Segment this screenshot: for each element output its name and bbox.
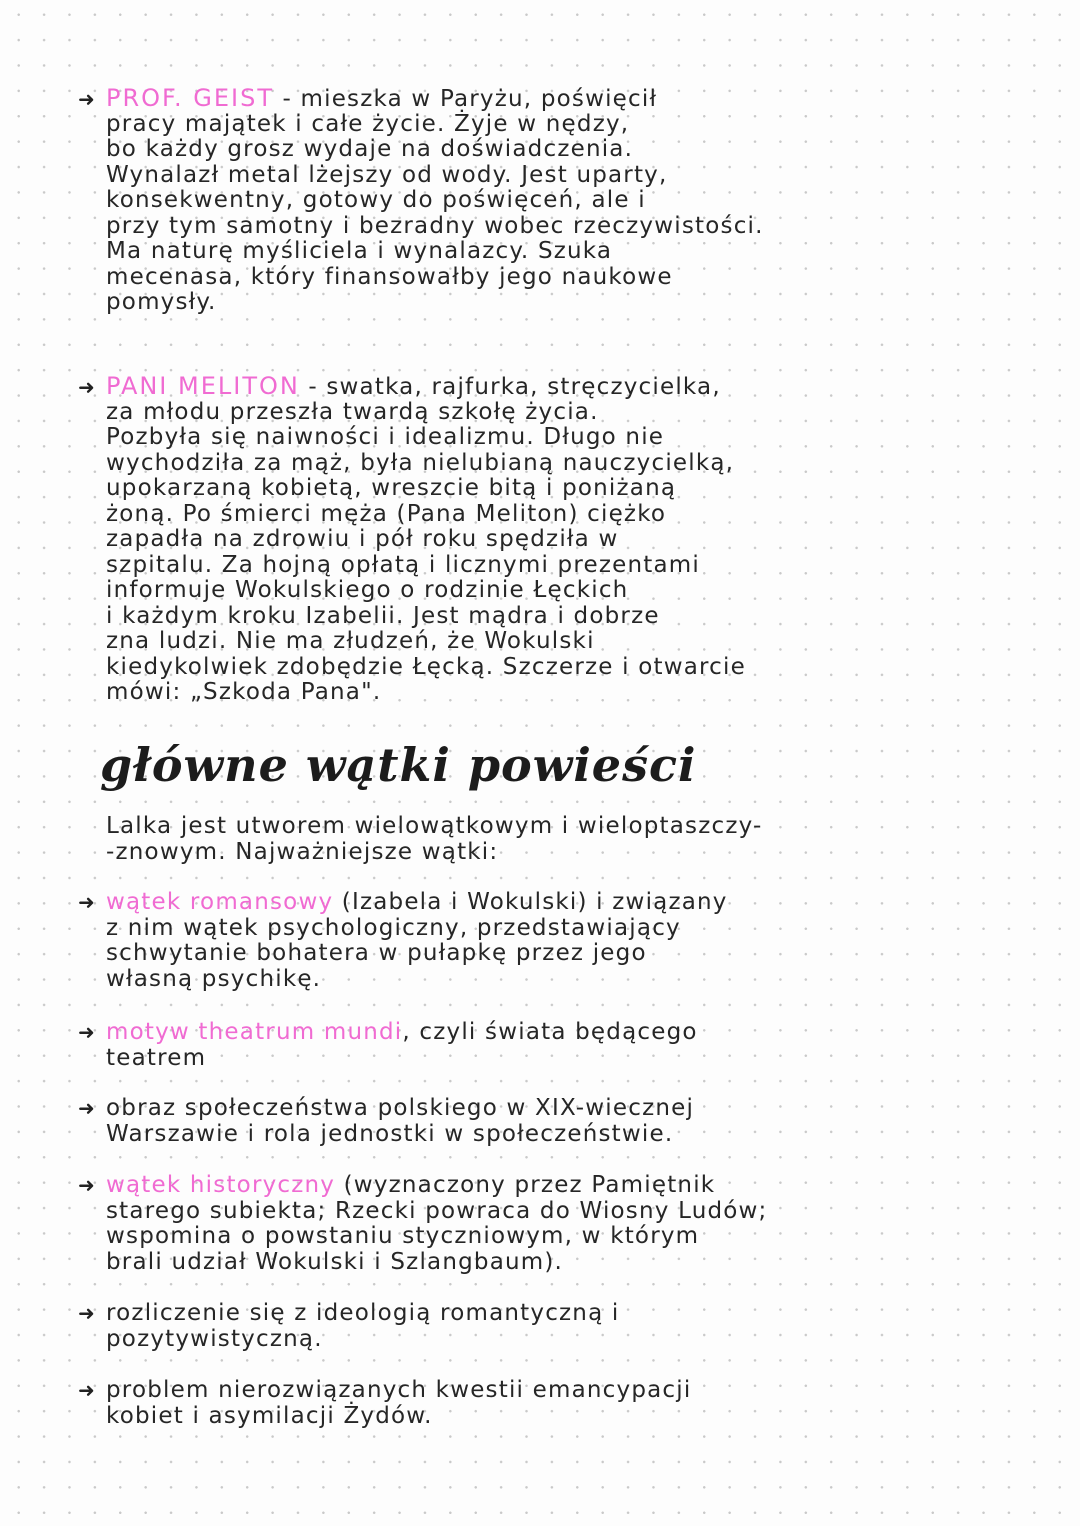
- list-item-line: ➜ obraz społeczeństwa polskiego w XIX-wiecznej: [78, 1095, 695, 1121]
- arrow-right-icon: ➜: [78, 890, 96, 914]
- list-item-line: ➜ problem nierozwiązanych kwestii emancypacji: [78, 1377, 692, 1403]
- meliton-line-12: mówi: „Szkoda Pana".: [106, 679, 382, 705]
- list-item-line: z nim wątek psychologiczny, przedstawiający: [106, 914, 681, 941]
- arrow-right-icon: ➜: [78, 87, 96, 111]
- meliton-line-2: Pozbyła się naiwności i idealizmu. Długo nie: [106, 424, 665, 450]
- list-item-line: ➜ wątek romansowy (Izabela i Wokulski) i związany: [78, 889, 728, 915]
- geist-line-2: bo każdy grosz wydaje na doświadczenia.: [106, 136, 634, 162]
- geist-line-8: pomysły.: [106, 289, 217, 315]
- intro-paragraph: [78, 814, 988, 865]
- arrow-right-icon: ➜: [78, 1173, 96, 1197]
- geist-line-1: pracy majątek i całe życie. Żyje w nędzy,: [106, 110, 630, 137]
- list-item-line: starego subiekta; Rzecki powraca do Wiosny Ludów;: [106, 1197, 768, 1224]
- meliton-line-1: za młodu przeszła twardą szkołę życia.: [106, 398, 599, 425]
- list-item-line: brali udział Wokulski i Szlangbaum).: [106, 1248, 564, 1275]
- list-item-line: ➜ motyw theatrum mundi, czyli świata będącego: [78, 1019, 698, 1045]
- character-geist: [78, 86, 988, 316]
- list-item-line: wspomina o powstaniu styczniowym, w którym: [106, 1223, 700, 1249]
- section-heading: główne wątki powieści: [100, 738, 697, 792]
- list-item-line: kobiet i asymilacji Żydów.: [106, 1402, 433, 1429]
- meliton-line-6: zapadła na zdrowiu i pół roku spędziła w: [106, 526, 619, 552]
- list-item-line: Warszawie i rola jednostki w społeczeństwie.: [106, 1120, 674, 1147]
- highlight-text: motyw theatrum mundi: [106, 1019, 403, 1045]
- character-name: PANI MELITON: [106, 372, 300, 400]
- geist-line-5: przy tym samotny i bezradny wobec rzeczywistości.: [106, 212, 764, 239]
- meliton-line-7: szpitalu. Za hojną opłatą i licznymi prezentami: [106, 551, 700, 578]
- plot-item-ideology: [78, 1301, 988, 1352]
- character-meliton: [78, 374, 988, 706]
- plot-item-history: [78, 1173, 988, 1275]
- plot-item-emancipation: [78, 1378, 988, 1429]
- meliton-line-5: żoną. Po śmierci męża (Pana Meliton) ciężko: [106, 500, 667, 527]
- list-item-line: pozytywistyczną.: [106, 1325, 323, 1352]
- geist-line-7: mecenasa, który finansowałby jego naukowe: [106, 263, 673, 290]
- list-item-line: teatrem: [106, 1044, 207, 1071]
- geist-line-6: Ma naturę myśliciela i wynalazcy. Szuka: [106, 238, 613, 264]
- geist-line-4: konsekwentny, gotowy do poświęceń, ale i: [106, 187, 646, 213]
- highlight-text: wątek romansowy: [106, 889, 334, 915]
- meliton-line-0: ➜ PANI MELITON - swatka, rajfurka, stręczycielka,: [78, 372, 721, 400]
- arrow-right-icon: ➜: [78, 1378, 96, 1402]
- arrow-right-icon: ➜: [78, 1020, 96, 1044]
- geist-line-3: Wynalazł metal lżejszy od wody. Jest uparty,: [106, 161, 668, 188]
- plot-item-romance: [78, 890, 988, 992]
- meliton-line-4: upokarzaną kobietą, wreszcie bitą i poniżaną: [106, 475, 677, 501]
- list-item-line: ➜ rozliczenie się z ideologią romantyczną i: [78, 1300, 620, 1326]
- arrow-right-icon: ➜: [78, 1096, 96, 1120]
- highlight-text: wątek historyczny: [106, 1172, 336, 1198]
- intro-line-0: Lalka jest utworem wielowątkowym i wieloptaszczy-: [106, 813, 763, 839]
- arrow-right-icon: ➜: [78, 1301, 96, 1325]
- plot-item-society: [78, 1096, 988, 1147]
- list-item-line: schwytanie bohatera w pułapkę przez jego: [106, 940, 647, 966]
- meliton-line-11: kiedykolwiek zdobędzie Łęcką. Szczerze i otwarcie: [106, 653, 746, 680]
- geist-line-0: ➜ PROF. GEIST - mieszka w Paryżu, poświęcił: [78, 84, 658, 112]
- meliton-line-3: wychodziła za mąż, była nielubianą nauczycielką,: [106, 449, 735, 476]
- character-name: PROF. GEIST: [106, 84, 274, 112]
- intro-line-1: -znowym. Najważniejsze wątki:: [106, 838, 499, 865]
- plot-item-theatrum-mundi: [78, 1020, 988, 1071]
- meliton-line-10: zna ludzi. Nie ma złudzeń, że Wokulski: [106, 628, 595, 654]
- arrow-right-icon: ➜: [78, 375, 96, 399]
- meliton-line-9: i każdym kroku Izabelii. Jest mądra i dobrze: [106, 602, 660, 629]
- meliton-line-8: informuje Wokulskiego o rodzinie Łęckich: [106, 577, 629, 603]
- list-item-line: własną psychikę.: [106, 965, 322, 992]
- list-item-line: ➜ wątek historyczny (wyznaczony przez Pamiętnik: [78, 1172, 716, 1198]
